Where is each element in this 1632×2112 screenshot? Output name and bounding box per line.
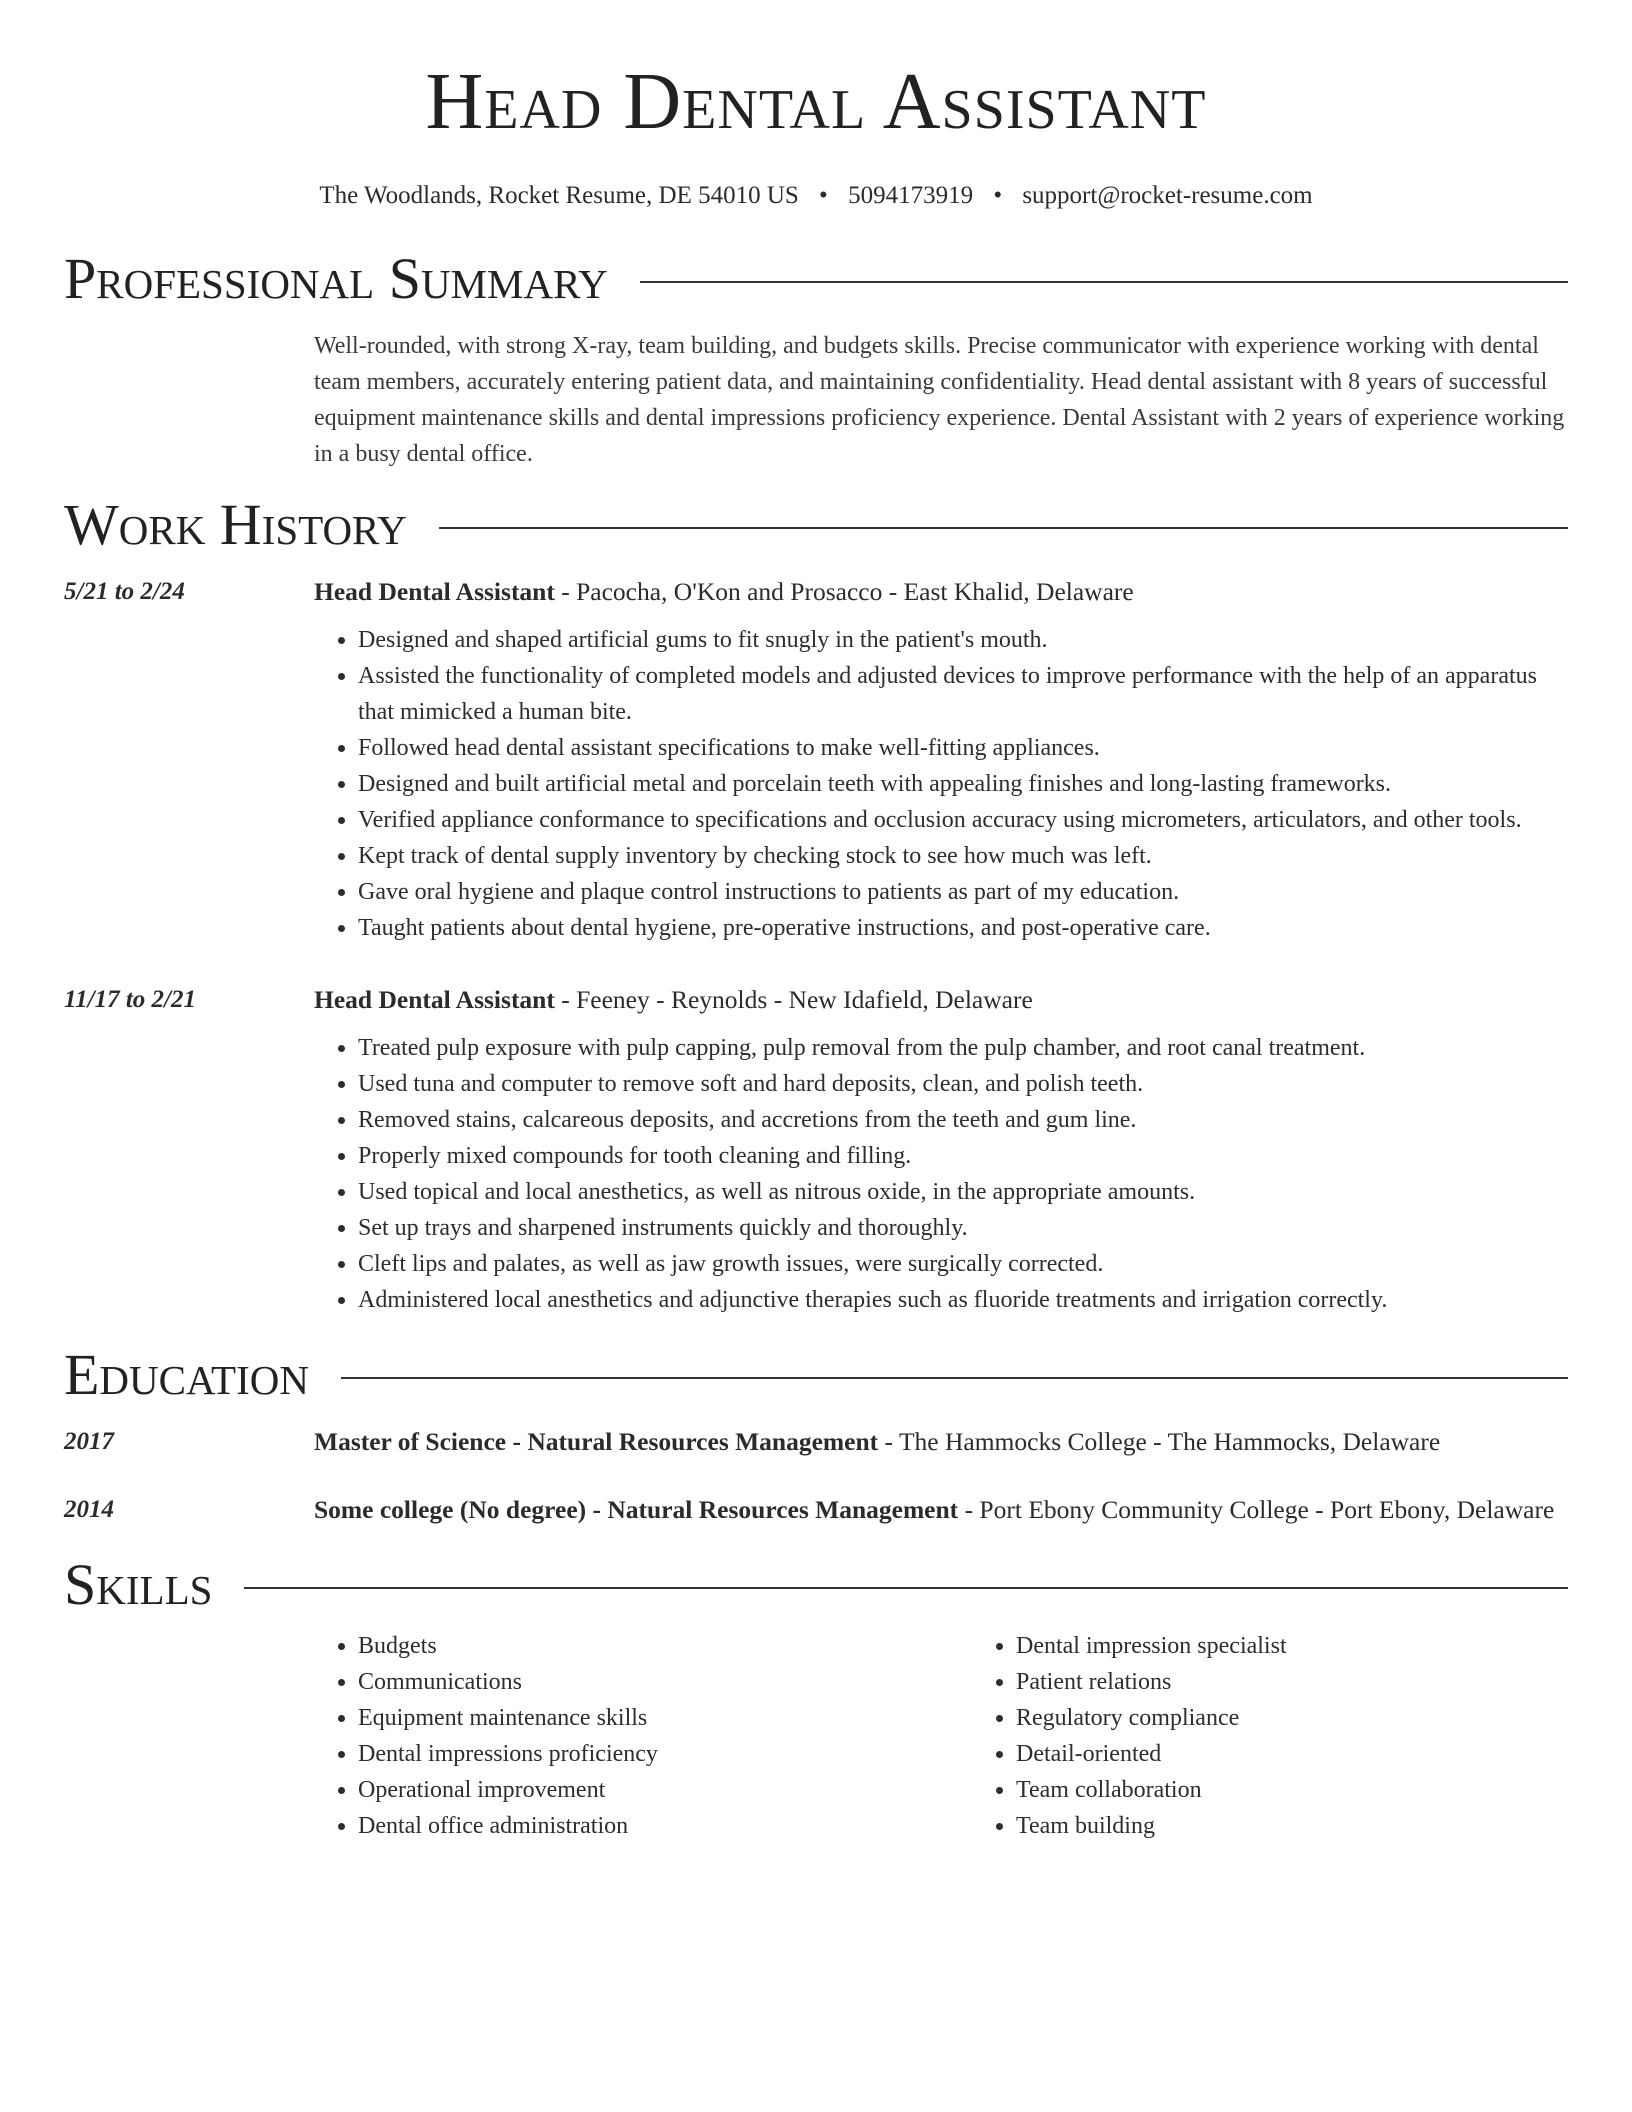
job-dates: 5/21 to 2/24 <box>64 578 185 605</box>
degree: Some college (No degree) - Natural Resources Management <box>314 1495 959 1524</box>
list-item: • Designed and built artificial metal and porcelain teeth with appealing finishes and long-lasting frameworks. <box>358 766 1568 802</box>
list-item: • Followed head dental assistant specifications to make well-fitting appliances. <box>358 730 1568 766</box>
section-title: Education <box>64 1342 309 1407</box>
skill-item: • Operational improvement <box>358 1772 972 1808</box>
section-title: Work History <box>64 492 407 557</box>
degree: Master of Science - Natural Resources Management <box>314 1427 879 1456</box>
job-entry <box>64 980 1568 1318</box>
list-item: • Used tuna and computer to remove soft and hard deposits, clean, and polish teeth. <box>358 1066 1568 1102</box>
skill-item: • Budgets <box>358 1628 972 1664</box>
contact-address: The Woodlands, Rocket Resume, DE 54010 US <box>319 182 799 209</box>
skill-item: • Patient relations <box>1016 1664 1630 1700</box>
job-entry <box>64 572 1568 946</box>
skill-item: • Team building <box>1016 1808 1630 1844</box>
skill-item: • Dental impressions proficiency <box>358 1736 972 1772</box>
summary-section-header <box>64 246 1568 311</box>
job-title: Head Dental Assistant <box>314 577 555 606</box>
list-item: • Kept track of dental supply inventory by checking stock to see how much was left. <box>358 838 1568 874</box>
summary-text: Well-rounded, with strong X-ray, team building, and budgets skills. Precise communicator with experience working with dental team members, accurately entering patient data, and maintaining confidentiality. Head dental assistant with 8 years of successful equipment maintenance skills and dental impressions proficiency experience. Dental Assistant with 2 years of experience working in a busy dental office. <box>314 333 1565 467</box>
education-section-header <box>64 1342 1568 1407</box>
resume-name: Head Dental Assistant <box>425 58 1207 146</box>
school: - The Hammocks College - The Hammocks, Delaware <box>878 1427 1441 1456</box>
list-item: • Assisted the functionality of completed models and adjusted devices to improve performance with the help of an apparatus that mimicked a human bite. <box>358 658 1568 730</box>
skill-item: • Communications <box>358 1664 972 1700</box>
skills-section-header <box>64 1552 1568 1617</box>
job-employer: - Feeney - Reynolds - New Idafield, Delaware <box>554 985 1033 1014</box>
education-line <box>314 1490 1568 1530</box>
job-title-line <box>314 980 1568 1020</box>
skills-list-right <box>972 1628 1630 1844</box>
job-employer: - Pacocha, O'Kon and Prosacco - East Khalid, Delaware <box>554 577 1134 606</box>
list-item: • Administered local anesthetics and adjunctive therapies such as fluoride treatments and irrigation correctly. <box>358 1282 1568 1318</box>
skill-item: • Dental office administration <box>358 1808 972 1844</box>
contact-separator: • <box>819 182 828 209</box>
job-bullets <box>314 1030 1568 1318</box>
list-item: • Properly mixed compounds for tooth cleaning and filling. <box>358 1138 1568 1174</box>
skills-list-left <box>314 1628 972 1844</box>
education-year: 2017 <box>64 1428 114 1455</box>
contact-email: support@rocket-resume.com <box>1022 182 1313 209</box>
section-title: Professional Summary <box>64 246 608 311</box>
skills-row <box>64 1628 1568 1844</box>
school: - Port Ebony Community College - Port Ebony, Delaware <box>958 1495 1555 1524</box>
skill-item: • Team collaboration <box>1016 1772 1630 1808</box>
list-item: • Cleft lips and palates, as well as jaw growth issues, were surgically corrected. <box>358 1246 1568 1282</box>
education-year: 2014 <box>64 1496 114 1523</box>
summary-row <box>64 328 1568 472</box>
contact-separator: • <box>993 182 1003 209</box>
section-divider <box>439 527 1568 529</box>
skill-item: • Detail-oriented <box>1016 1736 1630 1772</box>
list-item: • Verified appliance conformance to specifications and occlusion accuracy using micrometers, articulators, and other tools. <box>358 802 1568 838</box>
skill-item: • Regulatory compliance <box>1016 1700 1630 1736</box>
education-entry <box>64 1490 1568 1530</box>
job-title-line <box>314 572 1568 612</box>
list-item: • Gave oral hygiene and plaque control instructions to patients as part of my education. <box>358 874 1568 910</box>
contact-phone: 5094173919 <box>848 182 974 209</box>
section-divider <box>244 1587 1568 1589</box>
skill-item: • Dental impression specialist <box>1016 1628 1630 1664</box>
section-divider <box>341 1377 1568 1379</box>
education-entry <box>64 1422 1568 1462</box>
contact-line <box>64 182 1568 210</box>
list-item: • Designed and shaped artificial gums to fit snugly in the patient's mouth. <box>358 622 1568 658</box>
list-item: • Removed stains, calcareous deposits, and accretions from the teeth and gum line. <box>358 1102 1568 1138</box>
job-title: Head Dental Assistant <box>314 985 555 1014</box>
section-divider <box>640 281 1568 283</box>
education-line <box>314 1422 1568 1462</box>
list-item: • Taught patients about dental hygiene, pre-operative instructions, and post-operative care. <box>358 910 1568 946</box>
list-item: • Treated pulp exposure with pulp capping, pulp removal from the pulp chamber, and root canal treatment. <box>358 1030 1568 1066</box>
skill-item: • Equipment maintenance skills <box>358 1700 972 1736</box>
list-item: • Used topical and local anesthetics, as well as nitrous oxide, in the appropriate amounts. <box>358 1174 1568 1210</box>
skills-columns <box>314 1628 1630 1844</box>
work-history-section-header <box>64 492 1568 557</box>
list-item: • Set up trays and sharpened instruments quickly and thoroughly. <box>358 1210 1568 1246</box>
job-bullets <box>314 622 1568 946</box>
job-dates: 11/17 to 2/21 <box>64 986 196 1013</box>
section-title: Skills <box>64 1552 213 1617</box>
